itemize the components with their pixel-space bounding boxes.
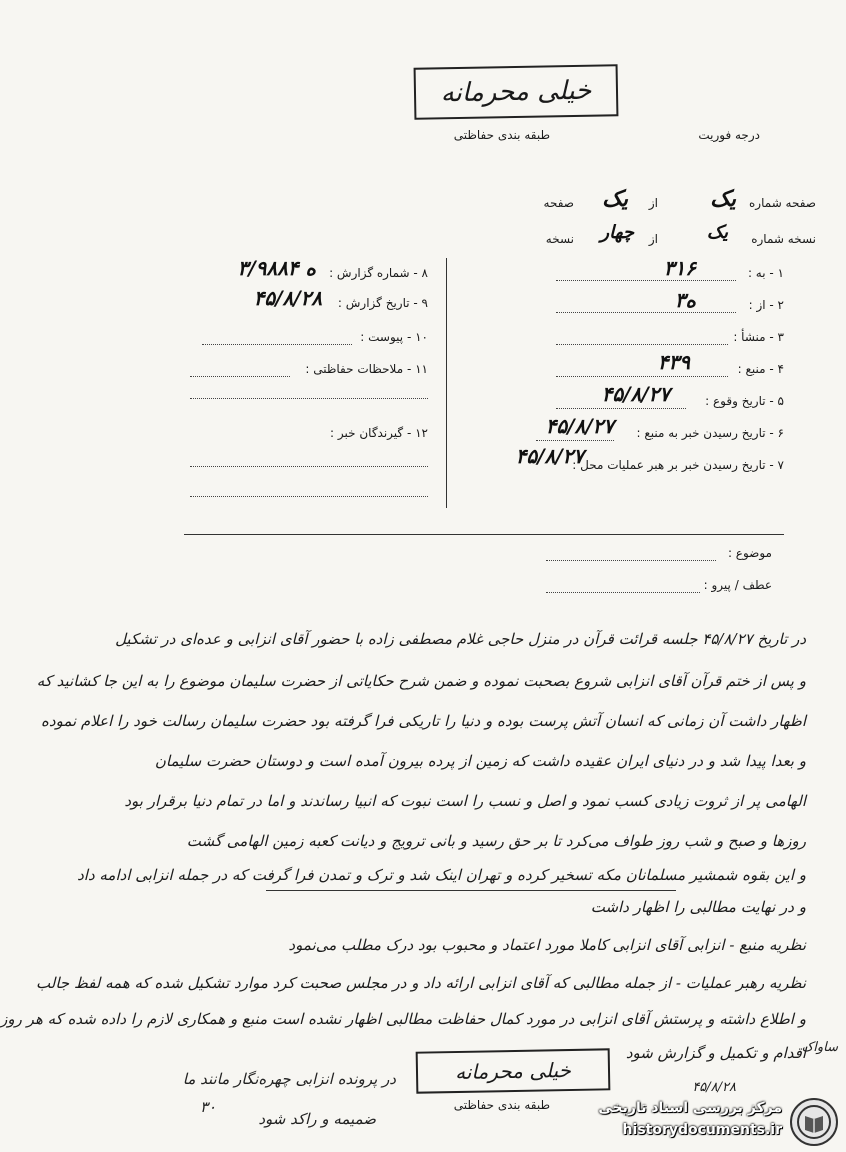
field-origin-label: ۳ - منشأ : xyxy=(733,330,784,344)
book-seal-icon xyxy=(790,1098,838,1146)
page-number-value: یک xyxy=(710,186,736,212)
body-line: و پس از ختم قرآن آقای انزابی شروع بصحبت نموده و ضمن شرح حکایاتی از حضرت سلیمان موضوع را به این جا کشانید که xyxy=(36,672,806,690)
subject-dots xyxy=(546,560,716,561)
field-from-label: ۲ - از : xyxy=(748,298,784,312)
watermark-title: مرکز بررسی اسناد تاریخی xyxy=(598,1100,782,1116)
field-from-dots xyxy=(556,312,736,313)
reference-dots xyxy=(546,592,700,593)
copy-of-label: از xyxy=(648,232,658,246)
handwritten-note-2: ضمیمه و راکد شود xyxy=(258,1110,376,1128)
body-line: اظهار داشت آن زمانی که انسان آتش پرست بوده و دنیا را تاریکی فرا گرفته بود حضرت سلیمان رسالت خود را اعلام نموده xyxy=(41,712,806,730)
body-line: و بعدا پیدا شد و در دنیای ایران عقیده داشت که زمین از پرده بیرون آمده است و دوستان حضرت سلیمان xyxy=(154,752,806,770)
body-line: اقدام و تکمیل و گزارش شود xyxy=(625,1044,806,1062)
field-security-notes-dots-2 xyxy=(190,398,428,399)
field-origin-dots xyxy=(556,344,728,345)
body-line: نظریه رهبر عملیات - از جمله مطالبی که آقای انزابی ارائه داد و در مجلس صحبت کرد موارد تشکیل شده که همه لفظ جالب xyxy=(36,974,806,992)
watermark-url: historydocuments.ir xyxy=(622,1122,782,1138)
handwritten-note-1: در پرونده انزابی چهره‌نگار مانند ما xyxy=(182,1070,396,1088)
reference-label: عطف / پیرو : xyxy=(703,578,772,592)
field-occurrence-date-dots xyxy=(556,408,686,409)
body-line: روزها و صبح و شب روز طواف می‌کرد تا بر حق رسید و بانی ترویج و دیانت کعبه زمین الهامی گشت xyxy=(186,832,806,850)
field-recipients-label: ۱۲ - گیرندگان خبر : xyxy=(330,426,428,440)
field-security-notes-dots xyxy=(190,376,290,377)
field-ops-received-value: ۴۵/۸/۲۷ xyxy=(515,444,584,468)
body-line: و این بقوه شمشیر مسلمانان مکه تسخیر کرده و تهران اینک شد و ترک و تمدن فرا گرفت که در جمله انزابی ادامه داد xyxy=(77,866,806,884)
field-to-label: ۱ - به : xyxy=(747,266,784,280)
field-report-number-label: ۸ - شماره گزارش : xyxy=(329,266,428,280)
body-line: و اطلاع داشته و پرستش آقای انزابی در مورد کمال حفاظت مطالبی اظهار نشده است منبع و همکاری لازم را داده شده که هر روز xyxy=(0,1010,806,1028)
underline-mark xyxy=(266,890,676,891)
field-attachment-dots xyxy=(202,344,352,345)
body-line: نظریه منبع - انزابی آقای انزابی کاملا مورد اعتماد و محبوب بود درک مطلب می‌نمود xyxy=(288,936,806,954)
field-report-date-label: ۹ - تاریخ گزارش : xyxy=(337,296,428,310)
field-source-received-label: ۶ - تاریخ رسیدن خبر به منبع : xyxy=(636,426,784,440)
body-line: الهامی پر از ثروت زیادی کسب نمود و اصل و نسب را است نبوت که انبیا رساندند و اما در تمام دنیا برقرار بود xyxy=(124,792,806,810)
page-number-label: صفحه شماره xyxy=(749,196,816,210)
field-source-value: ۴۳۹ xyxy=(657,350,690,374)
field-ops-received-label: ۷ - تاریخ رسیدن خبر بر هبر عملیات محل : xyxy=(572,458,784,472)
field-source-received-dots xyxy=(536,440,614,441)
body-line: در تاریخ ۴۵/۸/۲۷ جلسه قرائت قرآن در منزل حاجی غلام مصطفی زاده با حضور آقای انزابی و عده‌ای در تشکیل xyxy=(115,630,806,648)
copy-unit-label: نسخه xyxy=(545,232,574,246)
field-report-date-value: ۴۵/۸/۲۸ xyxy=(253,286,322,310)
field-source-dots xyxy=(556,376,728,377)
copy-number-label: نسخه شماره xyxy=(751,232,816,246)
field-security-notes-label: ۱۱ - ملاحظات حفاظتی : xyxy=(305,362,428,376)
classification-label-top: طبقه بندی حفاظتی xyxy=(453,128,550,142)
field-report-number-value: ۳/۹۸۸۴ ه xyxy=(237,256,316,280)
handwritten-number: ۳۰ xyxy=(200,1098,217,1116)
field-source-label: ۴ - منبع : xyxy=(737,362,784,376)
page-unit-label: صفحه xyxy=(543,196,574,210)
watermark xyxy=(576,1096,838,1148)
subject-label: موضوع : xyxy=(727,546,772,560)
priority-label: درجه فوریت xyxy=(698,128,760,142)
field-recipients-dots-2 xyxy=(190,496,428,497)
field-to-dots xyxy=(556,280,736,281)
footer-date: ۴۵/۸/۲۸ xyxy=(692,1080,736,1095)
copy-number-value: یک xyxy=(706,222,728,243)
field-to-value: ۳۱۶ xyxy=(663,256,696,280)
classification-label-bottom: طبقه بندی حفاظتی xyxy=(453,1098,550,1112)
margin-side-note: ساواک xyxy=(801,1040,838,1055)
field-occurrence-date-value: ۴۵/۸/۲۷ xyxy=(601,382,670,406)
column-divider xyxy=(446,258,447,508)
classification-stamp-top: خیلی محرمانه xyxy=(414,64,619,120)
classification-stamp-bottom: خیلی محرمانه xyxy=(416,1048,611,1093)
field-occurrence-date-label: ۵ - تاریخ وقوع : xyxy=(705,394,784,408)
body-line: و در نهایت مطالبی را اظهار داشت xyxy=(590,898,806,916)
field-recipients-dots-1 xyxy=(190,466,428,467)
field-attachment-label: ۱۰ - پیوست : xyxy=(360,330,428,344)
page-total-value: یک xyxy=(602,186,628,212)
field-source-received-value: ۴۵/۸/۲۷ xyxy=(545,414,614,438)
copy-total-value: چهار xyxy=(600,222,634,243)
field-from-value: ه۳ xyxy=(674,288,696,312)
page-of-label: از xyxy=(648,196,658,210)
header-separator xyxy=(184,534,784,535)
